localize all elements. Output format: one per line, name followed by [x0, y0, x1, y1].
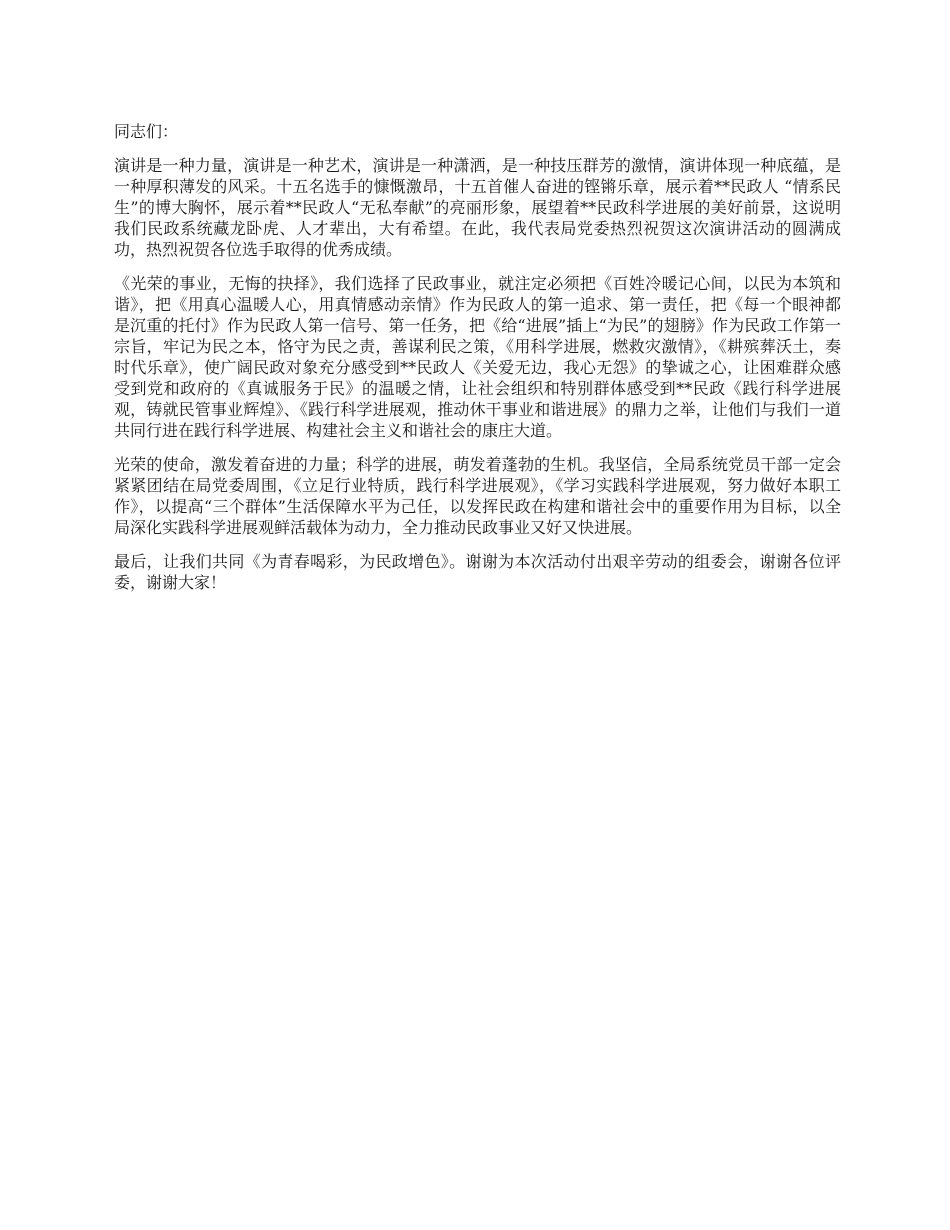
- document-body: [114, 121, 841, 606]
- salutation: 同志们：: [114, 122, 179, 141]
- paragraph-closing: 最后，让我们共同《为青春喝彩，为民政增色》。谢谢为本次活动付出艰辛劳动的组委会，谢谢各位评委，谢谢大家！: [114, 552, 841, 592]
- paragraph-mission: 《光荣的事业，无悔的抉择》，我们选择了民政事业，就注定必须把《百姓冷暖记心间，以民为本筑和谐》，把《用真心温暖人心，用真情感动亲情》作为民政人的第一追求、第一责任，把《每一个眼神都是沉重的托付》作为民政人第一信号、第一任务，把《给“进展”插上“为民”的翅膀》作为民政工作第一宗旨，牢记为民之本，恪守为民之责，善谋利民之策，《用科学进展，燃救灾激情》，《耕殡葬沃土，奏时代乐章》，使广阔民政对象充分感受到**民政人《关爱无边，我心无怨》的挚诚之心，让困难群众感受到党和政府的《真诚服务于民》的温暖之情，让社会组织和特别群体感受到**民政《践行科学进展观，铸就民管事业辉煌》、《践行科学进展观，推动休干事业和谐进展》的鼎力之举，让他们与我们一道共同行进在践行科学进展、构建社会主义和谐社会的康庄大道。: [114, 274, 841, 440]
- paragraph-commitment: 光荣的使命，激发着奋进的力量；科学的进展，萌发着蓬勃的生机。我坚信，全局系统党员干部一定会紧紧团结在局党委周围，《立足行业特质，践行科学进展观》，《学习实践科学进展观，努力做好本职工作》，以提高“三个群体”生活保障水平为己任，以发挥民政在构建和谐社会中的重要作用为目标，以全局深化实践科学进展观鲜活载体为动力，全力推动民政事业又好又快进展。: [114, 455, 841, 537]
- paragraph-opening: 演讲是一种力量，演讲是一种艺术，演讲是一种潇洒，是一种技压群芳的激情，演讲体现一种底蕴，是一种厚积薄发的风采。十五名选手的慷慨激昂，十五首催人奋进的铿锵乐章，展示着**民政人 “情系民生”的博大胸怀，展示着**民政人“无私奉献”的亮丽形象，展望着**民政科学进展的美好前景，这说明我们民政系统藏龙卧虎、人才辈出，大有希望。在此，我代表局党委热烈祝贺这次演讲活动的圆满成功，热烈祝贺各位选手取得的优秀成绩。: [114, 156, 841, 259]
